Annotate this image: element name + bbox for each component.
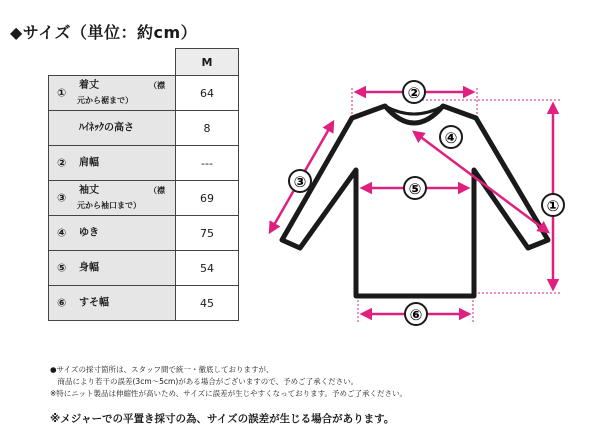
row-value: 69 — [176, 181, 239, 216]
row-label-prefix: （襟 — [149, 81, 165, 90]
badge-2 — [403, 81, 425, 103]
size-header-m: M — [176, 49, 239, 76]
page-title: ◆サイズ（単位：約cm） — [10, 23, 198, 42]
row-number: ⑥ — [57, 296, 67, 310]
row-label: 肩幅 — [79, 157, 99, 169]
svg-text:⑤: ⑤ — [408, 180, 422, 198]
notes — [50, 364, 407, 400]
badge-5 — [404, 177, 426, 199]
row-value: 54 — [176, 251, 239, 286]
row-label: ﾊｲﾈｯｸの高さ — [79, 122, 134, 134]
row-value: 45 — [176, 286, 239, 321]
svg-text:④: ④ — [444, 129, 458, 147]
row-value: 8 — [176, 111, 239, 146]
svg-text:⑥: ⑥ — [409, 306, 423, 324]
row-number: ② — [57, 156, 67, 170]
footer-note: ※メジャーでの平置き採寸の為、サイズの誤差が生じる場合があります。 — [50, 413, 395, 425]
row-label-sub: 元から裾まで） — [77, 96, 133, 105]
badge-3 — [289, 170, 311, 192]
svg-text:②: ② — [407, 84, 421, 102]
row-label: すそ幅 — [79, 297, 109, 309]
row-number: ③ — [57, 191, 67, 205]
row-value: 75 — [176, 216, 239, 251]
row-label-sub: 元から袖口まで） — [77, 201, 141, 210]
badge-6 — [405, 303, 427, 325]
badge-1 — [542, 194, 564, 216]
row-label-prefix: （襟 — [149, 186, 165, 195]
note-line: ※特にニット製品は伸縮性が高いため、サイズに誤差が生じやすくなっております。予めご了承ください。 — [50, 389, 407, 398]
svg-text:①: ① — [546, 197, 560, 215]
note-line: ●サイズの採寸箇所は、スタッフ間で統一・徹底しておりますが、 — [50, 365, 274, 374]
badge-4 — [440, 126, 462, 148]
row-value: 64 — [176, 76, 239, 111]
row-number: ① — [57, 86, 67, 100]
row-label: 着丈 — [79, 80, 99, 91]
row-number: ④ — [57, 226, 67, 240]
row-value: --- — [176, 146, 239, 181]
row-number: ⑤ — [57, 261, 67, 275]
row-label: 袖丈 — [79, 185, 99, 196]
row-label: ゆき — [79, 227, 99, 239]
note-line: 商品により若干の誤差(3cm〜5cm)がある場合がございますので、予めご了承ください。 — [50, 377, 359, 386]
svg-text:③: ③ — [293, 173, 307, 191]
row-label: 身幅 — [79, 262, 99, 274]
